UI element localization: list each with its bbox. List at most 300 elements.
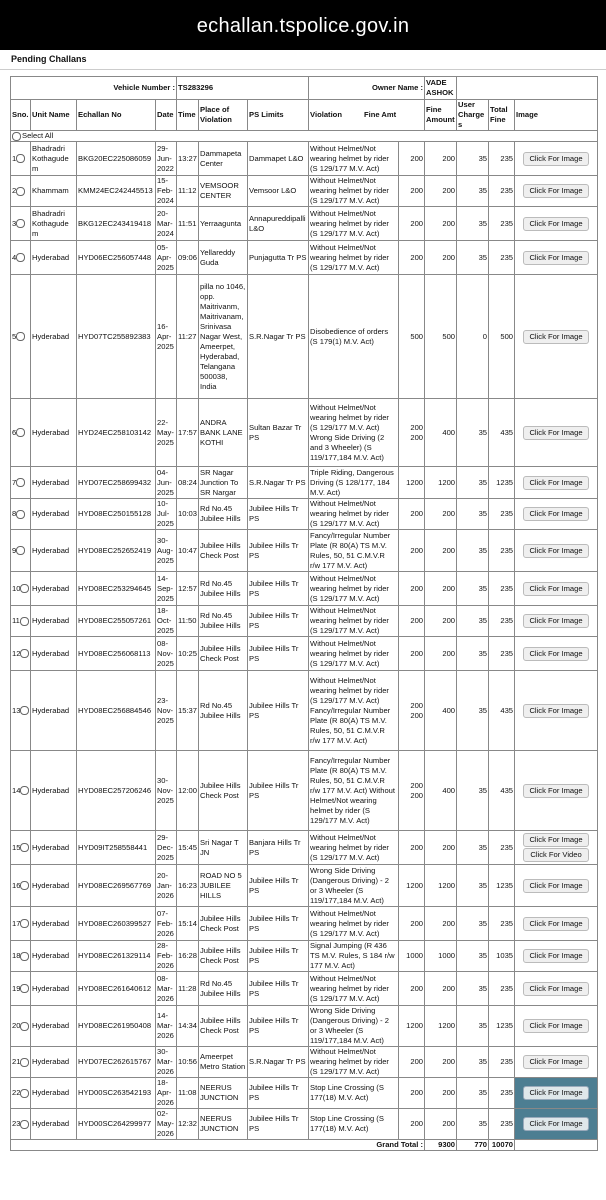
row-checkbox[interactable] — [16, 428, 25, 437]
fine-amount: 200 — [425, 1078, 457, 1109]
violation-description: Stop Line Crossing (S 177(18) M.V. Act) — [309, 1078, 399, 1109]
echallan-no: HYD09IT258558441 — [77, 831, 156, 865]
violation-date: 08-Nov-2025 — [156, 637, 177, 671]
place-of-violation: NEERUS JUNCTION — [199, 1109, 248, 1140]
fine-amt: 200 — [399, 499, 425, 530]
table-row — [11, 637, 598, 671]
select-all-row — [11, 131, 598, 142]
col-fine-amt: Fine Amt — [363, 110, 397, 119]
place-of-violation: Ameerpet Metro Station — [199, 1047, 248, 1078]
col-violation — [309, 100, 425, 131]
user-charges: 35 — [457, 1047, 489, 1078]
violation-description: Without Helmet/Not wearing helmet by rider (S 129/177 M.V. Act) — [309, 831, 399, 865]
ps-limits: Jubilee Hills Tr PS — [248, 907, 309, 941]
place-of-violation: Sri Nagar T JN — [199, 831, 248, 865]
image-cell — [515, 142, 598, 176]
grand-total-row — [11, 1140, 598, 1151]
violation-time: 16:28 — [177, 941, 199, 972]
violation-description: Without Helmet/Not wearing helmet by rider (S 129/177 M.V. Act) — [309, 142, 399, 176]
total-fine: 235 — [489, 530, 515, 572]
ps-limits: Sultan Bazar Tr PS — [248, 399, 309, 467]
row-sno-cell — [11, 1047, 31, 1078]
violation-time: 15:37 — [177, 671, 199, 751]
ps-limits: Jubilee Hills Tr PS — [248, 572, 309, 606]
violation-description: Fancy/Irregular Number Plate (R 80(A) TS M.V. Rules, 50, 51 C.M.V.R r/w 177 M.V. Act) — [309, 530, 399, 572]
click-for-image-button[interactable]: Click For Image — [523, 833, 589, 847]
image-cell — [515, 941, 598, 972]
fine-amount: 400 — [425, 671, 457, 751]
grand-total-total-fine: 10070 — [489, 1140, 515, 1151]
fine-amount: 1200 — [425, 467, 457, 499]
image-cell — [515, 530, 598, 572]
unit-name: Hyderabad — [31, 941, 77, 972]
violation-date: 18-Apr-2026 — [156, 1078, 177, 1109]
place-of-violation: Dammapeta Center — [199, 142, 248, 176]
ps-limits: S.R.Nagar Tr PS — [248, 275, 309, 399]
row-checkbox[interactable] — [16, 219, 25, 228]
echallan-no: BKG20EC225086059 — [77, 142, 156, 176]
total-fine: 435 — [489, 399, 515, 467]
vehicle-row-spacer — [457, 77, 598, 100]
place-of-violation: Yellareddy Guda — [199, 241, 248, 275]
violation-date: 04-Jun-2025 — [156, 467, 177, 499]
section-title: Pending Challans — [11, 54, 87, 64]
image-cell — [515, 467, 598, 499]
row-checkbox[interactable] — [16, 253, 25, 262]
row-sno: 1 — [12, 153, 17, 163]
col-place: Place of Violation — [199, 100, 248, 131]
vehicle-number: TS283296 — [177, 77, 309, 100]
total-fine: 235 — [489, 207, 515, 241]
violation-date: 18-Oct-2025 — [156, 606, 177, 637]
click-for-image-button[interactable]: Click For Image — [523, 426, 589, 440]
row-sno: 17 — [12, 918, 21, 928]
click-for-image-button[interactable]: Click For Image — [523, 614, 589, 628]
url-bar — [0, 0, 606, 50]
echallan-no: HYD24EC258103142 — [77, 399, 156, 467]
grand-total-fine-amount: 9300 — [425, 1140, 457, 1151]
row-checkbox[interactable] — [20, 1120, 29, 1129]
fine-amount: 200 — [425, 637, 457, 671]
place-of-violation: Jubilee Hills Check Post — [199, 1006, 248, 1047]
user-charges: 35 — [457, 637, 489, 671]
image-cell — [515, 1109, 598, 1140]
user-charges: 35 — [457, 671, 489, 751]
image-cell — [515, 907, 598, 941]
echallan-no: HYD06EC256057448 — [77, 241, 156, 275]
violation-date: 30-Aug-2025 — [156, 530, 177, 572]
image-cell — [515, 572, 598, 606]
ps-limits: Vemsoor L&O — [248, 176, 309, 207]
ps-limits: Jubilee Hills Tr PS — [248, 865, 309, 907]
click-for-image-button[interactable]: Click For Image — [523, 784, 589, 798]
user-charges: 35 — [457, 941, 489, 972]
ps-limits: S.R.Nagar Tr PS — [248, 1047, 309, 1078]
violation-time: 14:34 — [177, 1006, 199, 1047]
fine-amount: 200 — [425, 207, 457, 241]
violation-time: 09:06 — [177, 241, 199, 275]
total-fine: 235 — [489, 142, 515, 176]
place-of-violation: Rd No.45 Jubilee Hills — [199, 671, 248, 751]
user-charges: 35 — [457, 865, 489, 907]
violation-time: 10:47 — [177, 530, 199, 572]
row-checkbox[interactable] — [20, 706, 29, 715]
violation-date: 23-Nov-2025 — [156, 671, 177, 751]
table-row — [11, 399, 598, 467]
user-charges: 35 — [457, 467, 489, 499]
user-charges: 35 — [457, 241, 489, 275]
total-fine: 235 — [489, 499, 515, 530]
click-for-image-button[interactable]: Click For Image — [523, 1019, 589, 1033]
row-sno: 7 — [12, 477, 17, 487]
table-row — [11, 176, 598, 207]
row-sno: 21 — [12, 1057, 21, 1066]
unit-name: Hyderabad — [31, 831, 77, 865]
user-charges: 35 — [457, 1109, 489, 1140]
click-for-image-button[interactable]: Click For Image — [523, 879, 589, 893]
select-all-label: Select All — [22, 131, 54, 140]
ps-limits: Jubilee Hills Tr PS — [248, 972, 309, 1006]
place-of-violation: ANDRA BANK LANE KOTHI — [199, 399, 248, 467]
click-for-image-button[interactable]: Click For Image — [523, 1055, 589, 1069]
ps-limits: Punjagutta Tr PS — [248, 241, 309, 275]
unit-name: Hyderabad — [31, 1006, 77, 1047]
click-for-image-button[interactable]: Click For Image — [523, 217, 589, 231]
total-fine: 235 — [489, 1109, 515, 1140]
violation-description: Without Helmet/Not wearing helmet by rider (S 129/177 M.V. Act) Wrong Side Driving (2 and 3 Wheeler) (S 119/177,184 M.V. Act) — [309, 399, 399, 467]
row-checkbox[interactable] — [16, 510, 25, 519]
place-of-violation: pilla no 1046, opp. Maitrivanm, Maitrivanam, Srinivasa Nagar West, Ameerpet, Hyderabad, Telangana 500038, India — [199, 275, 248, 399]
total-fine: 235 — [489, 1047, 515, 1078]
row-checkbox[interactable] — [20, 1022, 29, 1031]
owner-name-label: Owner Name : — [309, 77, 425, 100]
violation-date: 20-Mar-2024 — [156, 207, 177, 241]
row-sno-cell — [11, 399, 31, 467]
total-fine: 435 — [489, 671, 515, 751]
total-fine: 235 — [489, 241, 515, 275]
ps-limits: Jubilee Hills Tr PS — [248, 637, 309, 671]
click-for-image-button[interactable]: Click For Image — [523, 1086, 589, 1100]
violation-date: 22-May-2025 — [156, 399, 177, 467]
ps-limits: Banjara Hills Tr PS — [248, 831, 309, 865]
click-for-image-button[interactable]: Click For Image — [523, 544, 589, 558]
place-of-violation: Jubilee Hills Check Post — [199, 907, 248, 941]
click-for-image-button[interactable]: Click For Image — [523, 507, 589, 521]
click-for-image-button[interactable]: Click For Image — [523, 330, 589, 344]
ps-limits: Jubilee Hills Tr PS — [248, 530, 309, 572]
col-ps: PS Limits — [248, 100, 309, 131]
echallan-no: HYD08EC255057261 — [77, 606, 156, 637]
row-checkbox[interactable] — [20, 786, 29, 795]
violation-description: Without Helmet/Not wearing helmet by rider (S 129/177 M.V. Act) — [309, 572, 399, 606]
unit-name: Hyderabad — [31, 467, 77, 499]
row-checkbox[interactable] — [20, 952, 29, 961]
violation-description: Fancy/Irregular Number Plate (R 80(A) TS M.V. Rules, 50, 51 C.M.V.R r/w 177 M.V. Act) Without Helmet/Not wearing helmet by rider (S 129/177 M.V. Act) — [309, 751, 399, 831]
table-row — [11, 831, 598, 865]
violation-date: 07-Feb-2026 — [156, 907, 177, 941]
violation-description: Without Helmet/Not wearing helmet by rider (S 129/177 M.V. Act) — [309, 241, 399, 275]
violation-date: 14-Sep-2025 — [156, 572, 177, 606]
click-for-image-button[interactable]: Click For Image — [523, 982, 589, 996]
fine-amount: 200 — [425, 530, 457, 572]
row-checkbox[interactable] — [16, 154, 25, 163]
violation-date: 29-Dec-2025 — [156, 831, 177, 865]
image-cell — [515, 399, 598, 467]
click-for-image-button[interactable]: Click For Image — [523, 251, 589, 265]
col-user-charges: User Charges — [457, 100, 489, 131]
challans-table — [10, 76, 598, 1151]
grand-total-user-charges: 770 — [457, 1140, 489, 1151]
row-sno-cell — [11, 467, 31, 499]
ps-limits: Jubilee Hills Tr PS — [248, 1109, 309, 1140]
fine-amt: 200 — [399, 606, 425, 637]
click-for-image-button[interactable]: Click For Image — [523, 1117, 589, 1131]
row-sno-cell — [11, 176, 31, 207]
click-for-image-button[interactable]: Click For Image — [523, 582, 589, 596]
table-row — [11, 907, 598, 941]
image-cell — [515, 499, 598, 530]
table-row — [11, 751, 598, 831]
total-fine: 1035 — [489, 941, 515, 972]
total-fine: 235 — [489, 831, 515, 865]
image-cell — [515, 865, 598, 907]
unit-name: Hyderabad — [31, 1109, 77, 1140]
unit-name: Hyderabad — [31, 751, 77, 831]
row-sno-cell — [11, 1078, 31, 1109]
row-sno-cell — [11, 499, 31, 530]
user-charges: 35 — [457, 530, 489, 572]
row-checkbox[interactable] — [20, 881, 29, 890]
row-sno-cell — [11, 1006, 31, 1047]
col-unit: Unit Name — [31, 100, 77, 131]
unit-name: Hyderabad — [31, 865, 77, 907]
row-checkbox[interactable] — [16, 187, 25, 196]
row-sno: 23 — [12, 1119, 21, 1128]
row-sno-cell — [11, 275, 31, 399]
echallan-no: HYD08EC256068113 — [77, 637, 156, 671]
row-sno-cell — [11, 751, 31, 831]
image-cell — [515, 207, 598, 241]
row-sno-cell — [11, 572, 31, 606]
unit-name: Bhadradri Kothagudem — [31, 207, 77, 241]
unit-name: Hyderabad — [31, 907, 77, 941]
violation-time: 16:23 — [177, 865, 199, 907]
total-fine: 235 — [489, 972, 515, 1006]
unit-name: Khammam — [31, 176, 77, 207]
row-sno-cell — [11, 972, 31, 1006]
image-cell — [515, 831, 598, 865]
row-sno: 8 — [12, 509, 17, 518]
violation-description: Signal Jumping (R 436 TS M.V. Rules, S 184 r/w 177 M.V. Act) — [309, 941, 399, 972]
violation-description: Without Helmet/Not wearing helmet by rider (S 129/177 M.V. Act) — [309, 907, 399, 941]
row-checkbox[interactable] — [16, 546, 25, 555]
place-of-violation: Yerraagunta — [199, 207, 248, 241]
ps-limits: Dammapet L&O — [248, 142, 309, 176]
violation-date: 28-Feb-2026 — [156, 941, 177, 972]
row-sno: 12 — [12, 648, 21, 658]
click-for-image-button[interactable]: Click For Image — [523, 476, 589, 490]
row-sno: 14 — [12, 785, 21, 795]
click-for-image-button[interactable]: Click For Image — [523, 949, 589, 963]
place-of-violation: VEMSOOR CENTER — [199, 176, 248, 207]
total-fine: 435 — [489, 751, 515, 831]
row-sno-cell — [11, 941, 31, 972]
row-sno-cell — [11, 207, 31, 241]
fine-amt: 1000 — [399, 941, 425, 972]
fine-amount: 200 — [425, 972, 457, 1006]
violation-description: Stop Line Crossing (S 177(18) M.V. Act) — [309, 1109, 399, 1140]
fine-amt: 200 — [399, 907, 425, 941]
user-charges: 35 — [457, 142, 489, 176]
col-echallan: Echallan No — [77, 100, 156, 131]
unit-name: Hyderabad — [31, 972, 77, 1006]
table-row — [11, 499, 598, 530]
click-for-image-button[interactable]: Click For Image — [523, 647, 589, 661]
row-checkbox[interactable] — [20, 617, 29, 626]
user-charges: 35 — [457, 751, 489, 831]
ps-limits: Jubilee Hills Tr PS — [248, 1006, 309, 1047]
row-checkbox[interactable] — [20, 1058, 29, 1067]
user-charges: 35 — [457, 1006, 489, 1047]
unit-name: Hyderabad — [31, 1078, 77, 1109]
fine-amt: 500 — [399, 275, 425, 399]
image-cell — [515, 751, 598, 831]
fine-amount: 200 — [425, 241, 457, 275]
click-for-image-button[interactable]: Click For Image — [523, 152, 589, 166]
row-checkbox[interactable] — [16, 332, 25, 341]
place-of-violation: Jubilee Hills Check Post — [199, 751, 248, 831]
row-sno: 9 — [12, 545, 17, 555]
fine-amt: 200 200 — [399, 751, 425, 831]
violation-time: 08:24 — [177, 467, 199, 499]
echallan-no: HYD08EC260399527 — [77, 907, 156, 941]
violation-date: 30-Nov-2025 — [156, 751, 177, 831]
fine-amount: 200 — [425, 907, 457, 941]
row-sno-cell — [11, 530, 31, 572]
echallan-no: HYD08EC269567769 — [77, 865, 156, 907]
place-of-violation: ROAD NO 5 JUBILEE HILLS — [199, 865, 248, 907]
echallan-no: HYD08EC253294645 — [77, 572, 156, 606]
user-charges: 35 — [457, 606, 489, 637]
row-checkbox[interactable] — [20, 584, 29, 593]
row-sno-cell — [11, 637, 31, 671]
echallan-no: HYD08EC256884546 — [77, 671, 156, 751]
unit-name: Bhadradri Kothagudem — [31, 142, 77, 176]
table-row — [11, 275, 598, 399]
row-checkbox[interactable] — [16, 478, 25, 487]
violation-description: Disobedience of orders (S 179(1) M.V. Act) — [309, 275, 399, 399]
owner-name: VADE ASHOK — [425, 77, 457, 100]
place-of-violation: Rd No.45 Jubilee Hills — [199, 606, 248, 637]
echallan-no: HYD08EC261329114 — [77, 941, 156, 972]
select-all-checkbox[interactable] — [12, 132, 21, 141]
row-sno-cell — [11, 907, 31, 941]
vehicle-number-label: Vehicle Number : — [11, 77, 177, 100]
row-checkbox[interactable] — [20, 919, 29, 928]
click-for-image-button[interactable]: Click For Image — [523, 184, 589, 198]
place-of-violation: SR Nagar Junction To SR Nargar — [199, 467, 248, 499]
image-cell — [515, 275, 598, 399]
echallan-no: HYD07EC258699432 — [77, 467, 156, 499]
fine-amount: 400 — [425, 399, 457, 467]
ps-limits: S.R.Nagar Tr PS — [248, 467, 309, 499]
violation-description: Triple Riding, Dangerous Driving (S 128/177, 184 M.V. Act) — [309, 467, 399, 499]
fine-amount: 200 — [425, 606, 457, 637]
user-charges: 35 — [457, 831, 489, 865]
ps-limits: Jubilee Hills Tr PS — [248, 671, 309, 751]
fine-amt: 200 — [399, 1109, 425, 1140]
click-for-image-button[interactable]: Click For Image — [523, 704, 589, 718]
place-of-violation: Jubilee Hills Check Post — [199, 530, 248, 572]
row-sno: 22 — [12, 1088, 21, 1097]
violation-description: Wrong Side Driving (Dangerous Driving) - 2 or 3 Wheeler (S 119/177,184 M.V. Act) — [309, 865, 399, 907]
violation-time: 17:57 — [177, 399, 199, 467]
fine-amt: 200 — [399, 176, 425, 207]
fine-amt: 1200 — [399, 467, 425, 499]
row-checkbox[interactable] — [20, 1089, 29, 1098]
row-sno-cell — [11, 671, 31, 751]
echallan-no: HYD00SC263542193 — [77, 1078, 156, 1109]
violation-time: 11:50 — [177, 606, 199, 637]
click-for-video-button[interactable]: Click For Video — [523, 848, 589, 862]
echallan-no: HYD08EC261640612 — [77, 972, 156, 1006]
violation-time: 12:57 — [177, 572, 199, 606]
col-violation-label: Violation — [310, 110, 342, 119]
row-checkbox[interactable] — [20, 984, 29, 993]
fine-amt: 1200 — [399, 865, 425, 907]
user-charges: 35 — [457, 499, 489, 530]
unit-name: Hyderabad — [31, 671, 77, 751]
table-row — [11, 467, 598, 499]
violation-time: 12:32 — [177, 1109, 199, 1140]
fine-amt: 200 — [399, 530, 425, 572]
total-fine: 1235 — [489, 865, 515, 907]
table-row — [11, 1078, 598, 1109]
fine-amt: 200 — [399, 1078, 425, 1109]
violation-time: 11:51 — [177, 207, 199, 241]
col-sno: Sno. — [11, 100, 31, 131]
place-of-violation: Rd No.45 Jubilee Hills — [199, 572, 248, 606]
unit-name: Hyderabad — [31, 399, 77, 467]
place-of-violation: Rd No.45 Jubilee Hills — [199, 972, 248, 1006]
fine-amount: 400 — [425, 751, 457, 831]
ps-limits: Jubilee Hills Tr PS — [248, 606, 309, 637]
violation-date: 10-Jul-2025 — [156, 499, 177, 530]
click-for-image-button[interactable]: Click For Image — [523, 917, 589, 931]
violation-time: 11:28 — [177, 972, 199, 1006]
fine-amt: 200 200 — [399, 671, 425, 751]
fine-amt: 200 — [399, 241, 425, 275]
place-of-violation: Jubilee Hills Check Post — [199, 637, 248, 671]
row-sno: 19 — [12, 983, 21, 993]
user-charges: 35 — [457, 176, 489, 207]
row-checkbox[interactable] — [20, 843, 29, 852]
violation-time: 10:25 — [177, 637, 199, 671]
row-checkbox[interactable] — [20, 649, 29, 658]
fine-amt: 200 — [399, 831, 425, 865]
violation-date: 14-Mar-2026 — [156, 1006, 177, 1047]
table-row — [11, 1109, 598, 1140]
unit-name: Hyderabad — [31, 606, 77, 637]
image-cell — [515, 176, 598, 207]
fine-amount: 1200 — [425, 1006, 457, 1047]
place-of-violation: NEERUS JUNCTION — [199, 1078, 248, 1109]
place-of-violation: Rd No.45 Jubilee Hills — [199, 499, 248, 530]
row-sno: 3 — [12, 218, 17, 228]
col-fine-amount: Fine Amount — [425, 100, 457, 131]
fine-amt: 200 — [399, 1047, 425, 1078]
unit-name: Hyderabad — [31, 499, 77, 530]
